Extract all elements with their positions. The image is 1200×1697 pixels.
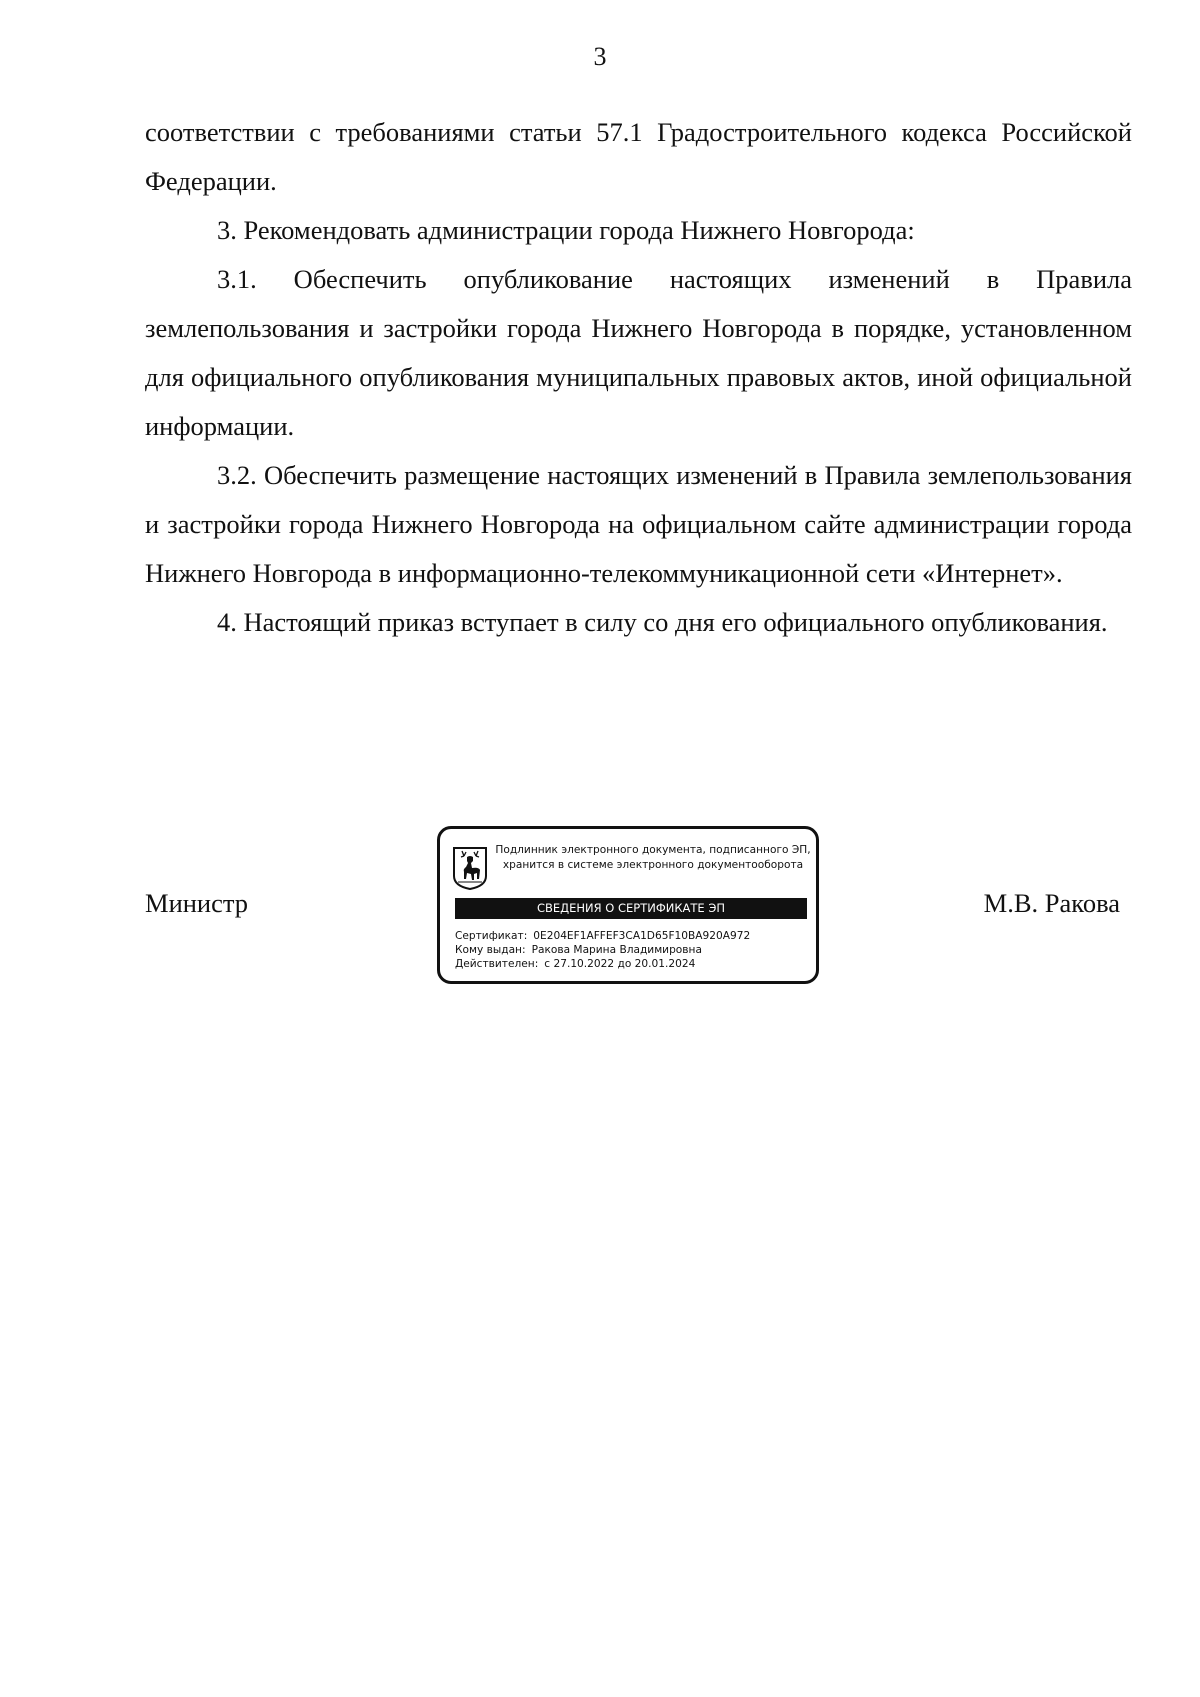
issued-to-row bbox=[455, 943, 750, 957]
document-body bbox=[145, 108, 1132, 647]
stamp-header bbox=[494, 843, 812, 873]
stamp-header-line: хранится в системе электронного документооборота bbox=[502, 859, 804, 871]
paragraph-continuation: соответствии с требованиями статьи 57.1 Градостроительного кодекса Российской Федерации. bbox=[145, 117, 1132, 196]
page-number: 3 bbox=[593, 42, 607, 71]
issued-to-value: Ракова Марина Владимировна bbox=[531, 944, 702, 956]
signatory-title: Министр bbox=[145, 888, 249, 918]
issued-to-label: Кому выдан: bbox=[455, 944, 526, 956]
certificate-label: Сертификат: bbox=[455, 930, 528, 942]
validity-label: Действителен: bbox=[455, 958, 539, 970]
certificate-value: 0E204EF1AFFEF3CA1D65F10BA920A972 bbox=[533, 930, 751, 942]
paragraph-item-4: 4. Настоящий приказ вступает в силу со дня его официального опубликования. bbox=[217, 607, 1108, 637]
stamp-title-bar: СВЕДЕНИЯ О СЕРТИФИКАТЕ ЭП bbox=[455, 898, 807, 919]
validity-row bbox=[455, 957, 750, 971]
electronic-signature-stamp bbox=[437, 826, 819, 984]
validity-value: с 27.10.2022 до 20.01.2024 bbox=[544, 958, 696, 970]
signatory-name: М.В. Ракова bbox=[983, 888, 1120, 918]
deer-emblem-icon bbox=[452, 846, 488, 890]
paragraph-item-3-2: 3.2. Обеспечить размещение настоящих изменений в Правила землепользования и застройки города Нижнего Новгорода на официальном сайте администрации города Нижнего Новгорода в информационно-телекоммуникационной сети «Интернет». bbox=[145, 460, 1132, 588]
paragraph-item-3: 3. Рекомендовать администрации города Нижнего Новгорода: bbox=[217, 215, 915, 245]
certificate-row bbox=[455, 929, 750, 943]
paragraph-item-3-1: 3.1. Обеспечить опубликование настоящих изменений в Правила землепользования и застройки города Нижнего Новгорода в порядке, установленном для официального опубликования муниципальных правовых актов, иной официальной информации. bbox=[145, 264, 1132, 441]
stamp-header-line: Подлинник электронного документа, подписанного ЭП, bbox=[495, 844, 811, 856]
stamp-details bbox=[455, 929, 750, 971]
